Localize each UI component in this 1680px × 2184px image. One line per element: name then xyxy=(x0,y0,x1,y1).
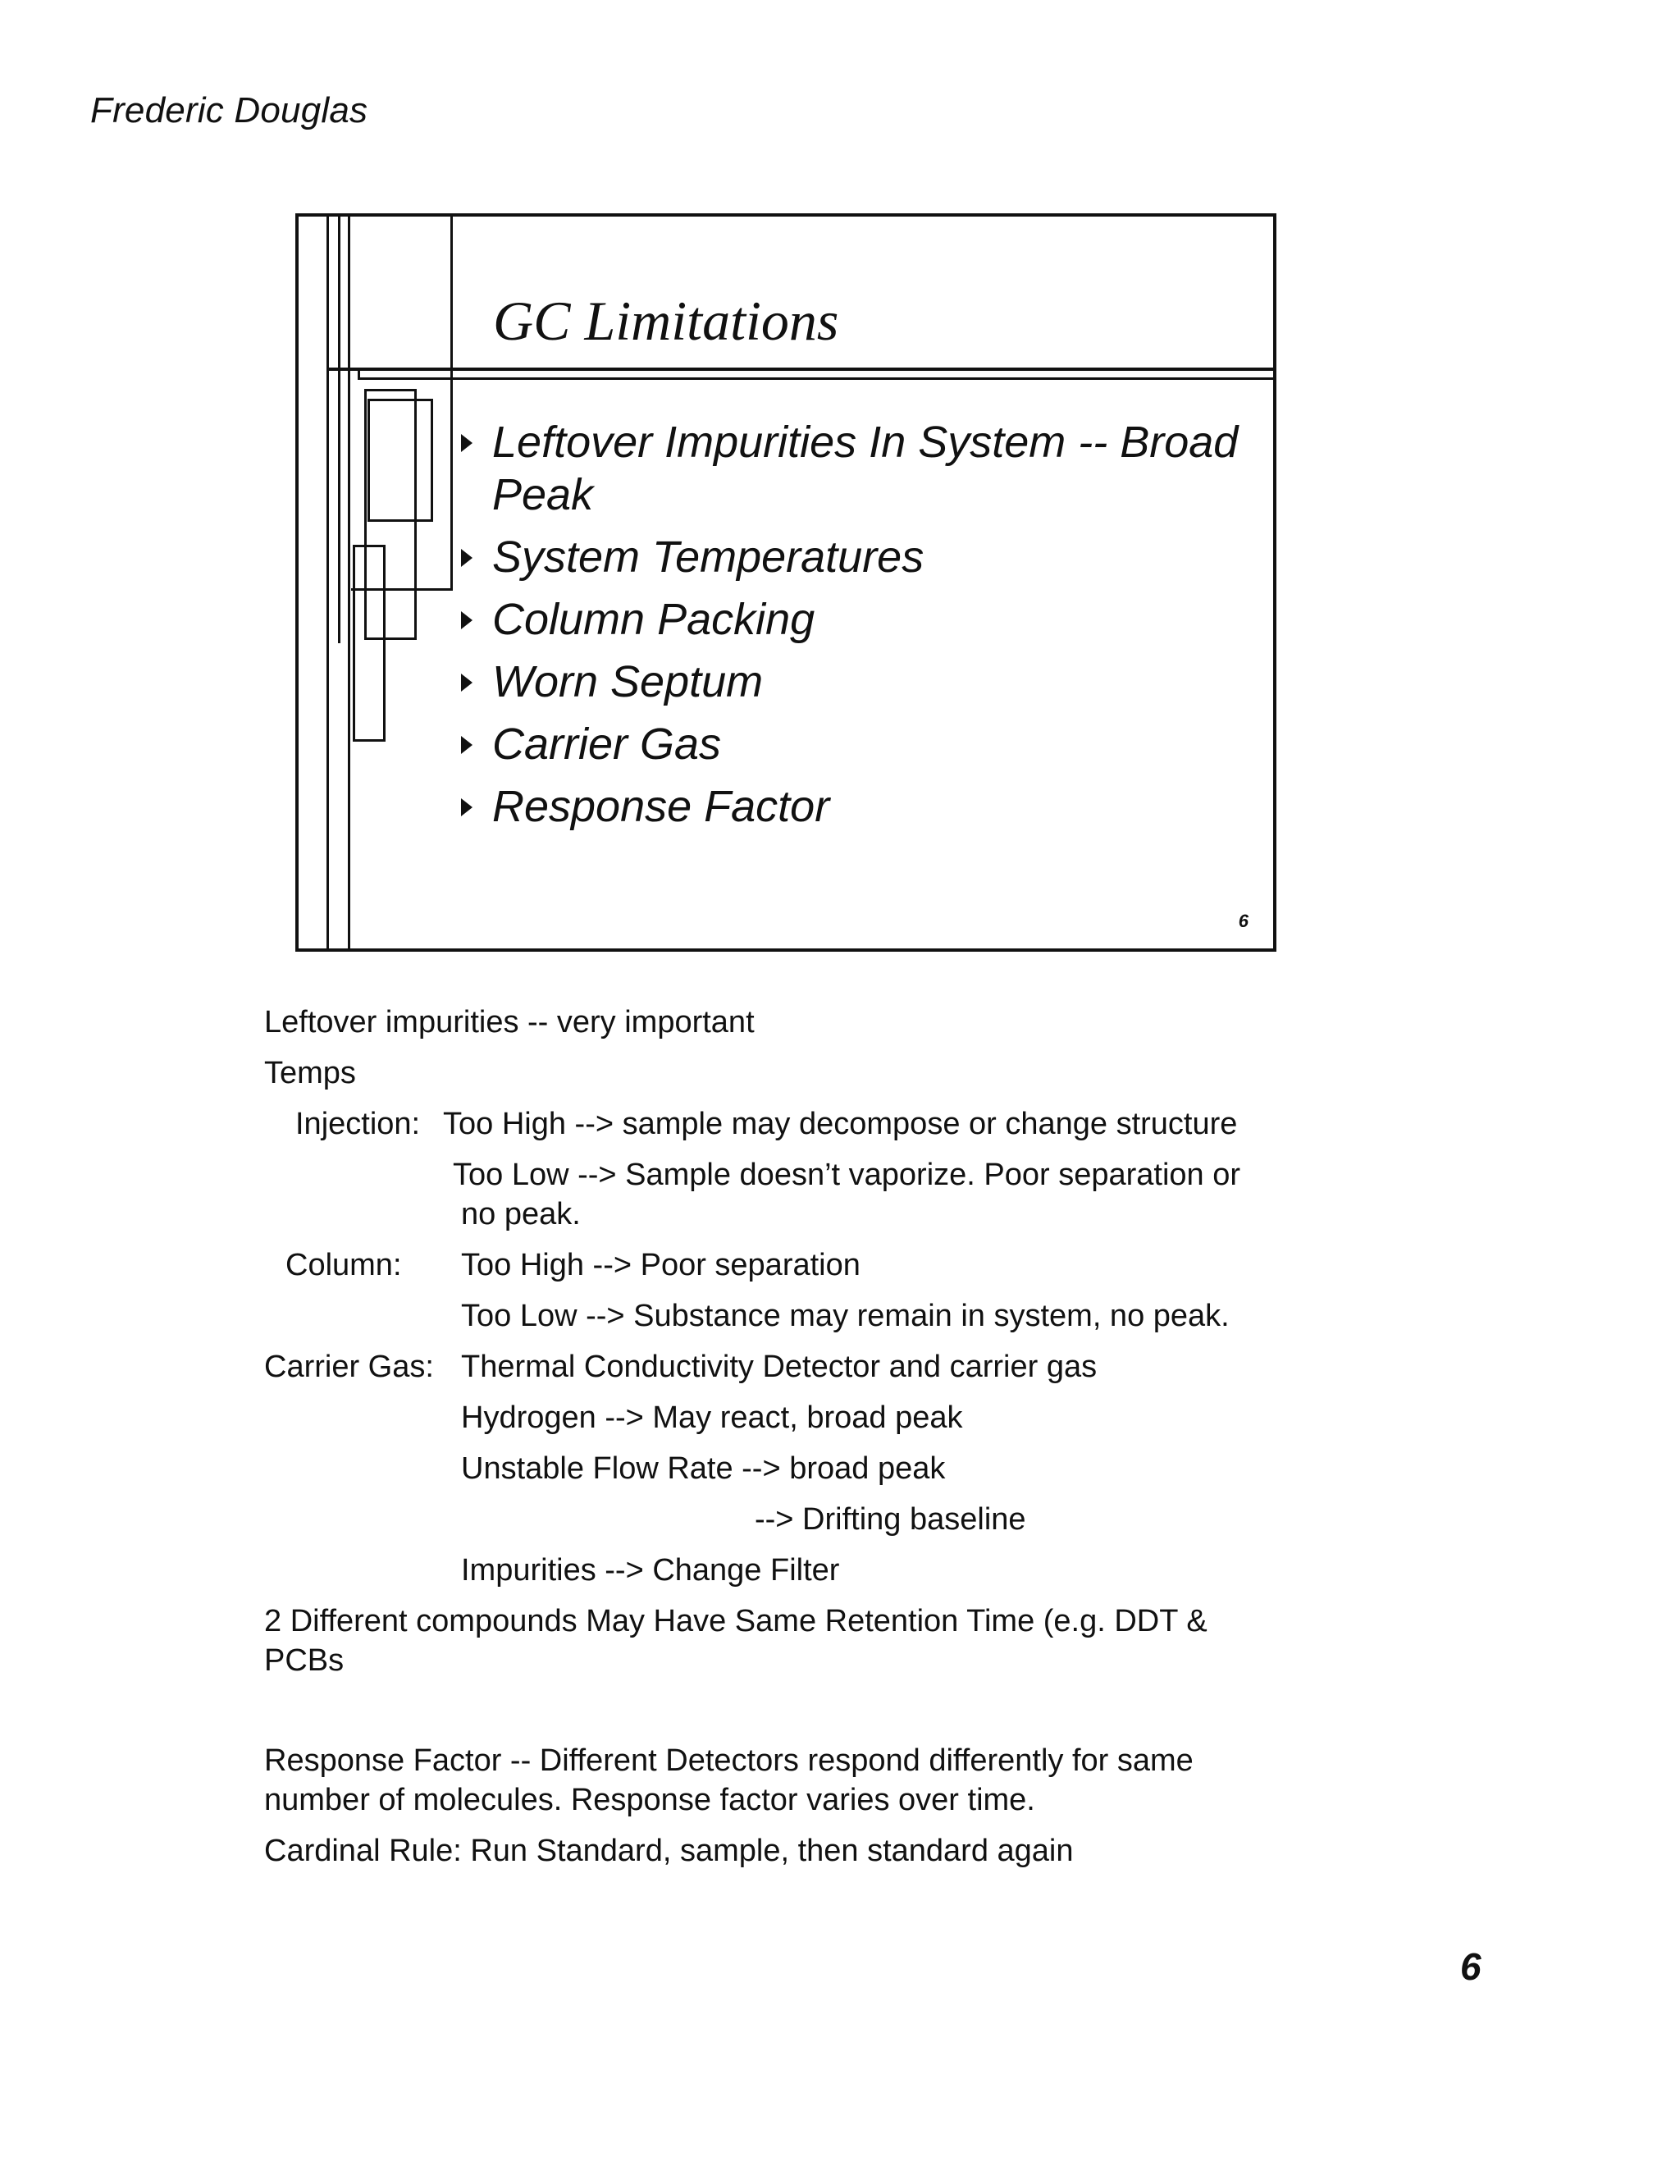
slide-bullet: System Temperatures xyxy=(461,531,1265,583)
author-name: Frederic Douglas xyxy=(90,90,368,130)
note-cardinal: Cardinal Rule: Run Standard, sample, then standard again xyxy=(264,1834,1074,1868)
triangle-bullet-icon xyxy=(461,736,472,754)
note-column-low: Too Low --> Substance may remain in system, no peak. xyxy=(461,1299,1230,1333)
note-carrier-5: Impurities --> Change Filter xyxy=(461,1553,840,1588)
note-response-2: number of molecules. Response factor varies over time. xyxy=(264,1783,1035,1817)
triangle-bullet-icon xyxy=(461,798,472,816)
triangle-bullet-icon xyxy=(461,434,472,452)
note-injection-low-1: Too Low --> Sample doesn’t vaporize. Poor separation or xyxy=(453,1158,1241,1192)
slide-deco-box xyxy=(368,399,433,522)
slide-deco-box xyxy=(353,545,386,742)
slide-title: GC Limitations xyxy=(493,290,839,352)
note-carrier-2: Hydrogen --> May react, broad peak xyxy=(461,1400,963,1435)
title-rule-tick xyxy=(358,368,360,380)
slide-bullet: Column Packing xyxy=(461,593,1265,646)
slide-bullet: Worn Septum xyxy=(461,656,1265,708)
slide-deco-line xyxy=(326,217,329,948)
note-carrier-label: Carrier Gas: xyxy=(264,1350,434,1384)
triangle-bullet-icon xyxy=(461,674,472,692)
slide-bullet: Response Factor xyxy=(461,780,1265,833)
note-retention-1: 2 Different compounds May Have Same Retention Time (e.g. DDT & xyxy=(264,1604,1208,1638)
title-rule xyxy=(358,377,1273,380)
slide-deco-line xyxy=(338,217,340,643)
slide-bullet: Carrier Gas xyxy=(461,718,1265,770)
note-carrier-3: Unstable Flow Rate --> broad peak xyxy=(461,1451,946,1486)
triangle-bullet-icon xyxy=(461,611,472,629)
slide-number: 6 xyxy=(1238,911,1249,931)
note-carrier-4: --> Drifting baseline xyxy=(755,1502,1026,1537)
page-number: 6 xyxy=(1460,1945,1481,1988)
note-leftover: Leftover impurities -- very important xyxy=(264,1005,755,1039)
note-retention-2: PCBs xyxy=(264,1643,345,1678)
triangle-bullet-icon xyxy=(461,549,472,567)
note-temps: Temps xyxy=(264,1056,356,1090)
slide-bullet: Leftover Impurities In System -- Broad Peak xyxy=(461,416,1265,521)
note-response-1: Response Factor -- Different Detectors respond differently for same xyxy=(264,1743,1194,1778)
slide-bullet-list xyxy=(461,416,1265,843)
note-column-label: Column: xyxy=(285,1248,402,1282)
slide-deco-line xyxy=(348,217,350,948)
note-column-high: Too High --> Poor separation xyxy=(461,1248,861,1282)
slide-frame xyxy=(295,213,1276,952)
note-injection-high: Too High --> sample may decompose or change structure xyxy=(443,1107,1238,1141)
title-rule xyxy=(326,368,1273,371)
note-injection-low-2: no peak. xyxy=(461,1197,581,1231)
note-carrier-1: Thermal Conductivity Detector and carrier gas xyxy=(461,1350,1098,1384)
note-injection-label: Injection: xyxy=(295,1107,421,1141)
